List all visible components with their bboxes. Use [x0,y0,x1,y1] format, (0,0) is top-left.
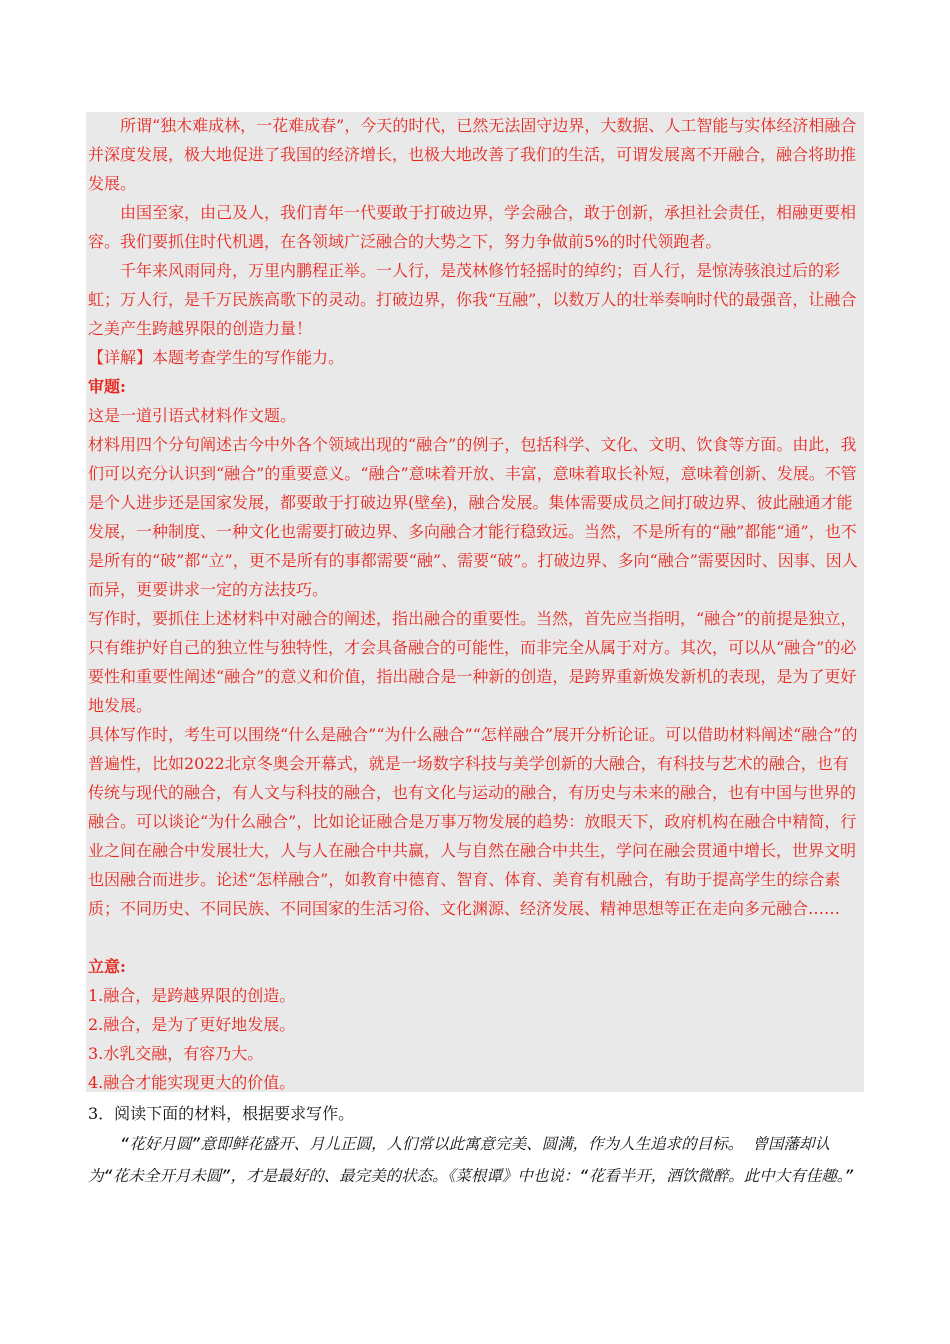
shenti-paragraph-3: 写作时，要抓住上述材料中对融合的阐述，指出融合的重要性。当然，首先应当指明，“融合”的前提是独立，只有维护好自己的独立性与独特性，才会具备融合的可能性，而非完全从属于对方。其次，可以从“融合”的必要性和重要性阐述“融合”的意义和价值，指出融合是一种新的创造，是跨界重新焕发新机的表现，是为了更好地发展。 [88,609,857,715]
question-3-material: “花好月圆”意即鲜花盛开、月儿正圆，人们常以此寓意完美、圆满，作为人生追求的目标。 曾国藩却认为“花未全开月未圆”，才是最好的、最完美的状态。《菜根谭》中也说：“花看半开，酒饮微醉。此中大有佳趣。” [88,1135,854,1185]
shenti-label: 审题: [88,377,126,396]
shenti-paragraph-4: 具体写作时，考生可以围绕“什么是融合”“为什么融合”“怎样融合”展开分析论证。可以借助材料阐述“融合”的普遍性，比如2022北京冬奥会开幕式，就是一场数字科技与美学创新的大融合，有科技与艺术的融合，也有传统与现代的融合，有人文与科技的融合，也有文化与运动的融合，有历史与未来的融合，也有中国与世界的融合。可以谈论“为什么融合”，比如论证融合是万事万物发展的趋势：放眼天下，政府机构在融合中精简，行业之间在融合中发展壮大，人与人在融合中共赢，人与自然在融合中共生，学问在融会贯通中增长，世界文明也因融合而进步。论述“怎样融合”，如教育中德育、智育、体育、美育有机融合，有助于提高学生的综合素质；不同历史、不同民族、不同国家的生活习俗、文化渊源、经济发展、精神思想等正在走向多元融合…… [88,725,858,918]
detail-line: 【详解】本题考查学生的写作能力。 [88,348,345,367]
essay-paragraph-1: 所谓“独木难成林，一花难成春”，今天的时代，已然无法固守边界，大数据、人工智能与实体经济相融合并深度发展，极大地促进了我国的经济增长，也极大地改善了我们的生活，可谓发展离不开融合，融合将助推发展。 [88,116,857,193]
liyi-item-2: 2.融合，是为了更好地发展。 [88,1015,296,1034]
liyi-item-1: 1.融合，是跨越界限的创造。 [88,986,296,1005]
shenti-paragraph-2: 材料用四个分句阐述古今中外各个领域出现的“融合”的例子，包括科学、文化、文明、饮食等方面。由此，我们可以充分认识到“融合”的重要意义。“融合”意味着开放、丰富，意味着取长补短，意味着创新、发展。不管是个人进步还是国家发展，都要敢于打破边界(壁垒)，融合发展。集体需要成员之间打破边界、彼此融通才能发展，一种制度、一种文化也需要打破边界、多向融合才能行稳致远。当然，不是所有的“融”都能“通”，也不是所有的“破”都“立”，更不是所有的事都需要“融”、需要“破”。打破边界、多向“融合”需要因时、因事、因人而异，更要讲求一定的方法技巧。 [88,435,858,599]
shenti-paragraph-1: 这是一道引语式材料作文题。 [88,406,297,425]
liyi-item-4: 4.融合才能实现更大的价值。 [88,1073,296,1092]
question-3-prompt: 3．阅读下面的材料，根据要求写作。 [88,1104,355,1123]
essay-paragraph-3: 千年来风雨同舟，万里内鹏程正举。一人行，是茂林修竹轻摇时的绰约；百人行，是惊涛骇浪过后的彩虹；万人行，是千万民族高歌下的灵动。打破边界，你我“互融”，以数万人的壮举奏响时代的最强音，让融合之美产生跨越界限的创造力量！ [88,261,857,338]
liyi-item-3: 3.水乳交融，有容乃大。 [88,1044,264,1063]
essay-paragraph-2: 由国至家，由己及人，我们青年一代要敢于打破边界，学会融合，敢于创新，承担社会责任，相融更要相容。我们要抓住时代机遇，在各领域广泛融合的大势之下，努力争做前5%的时代领跑者。 [88,203,857,251]
liyi-label: 立意: [88,957,126,976]
